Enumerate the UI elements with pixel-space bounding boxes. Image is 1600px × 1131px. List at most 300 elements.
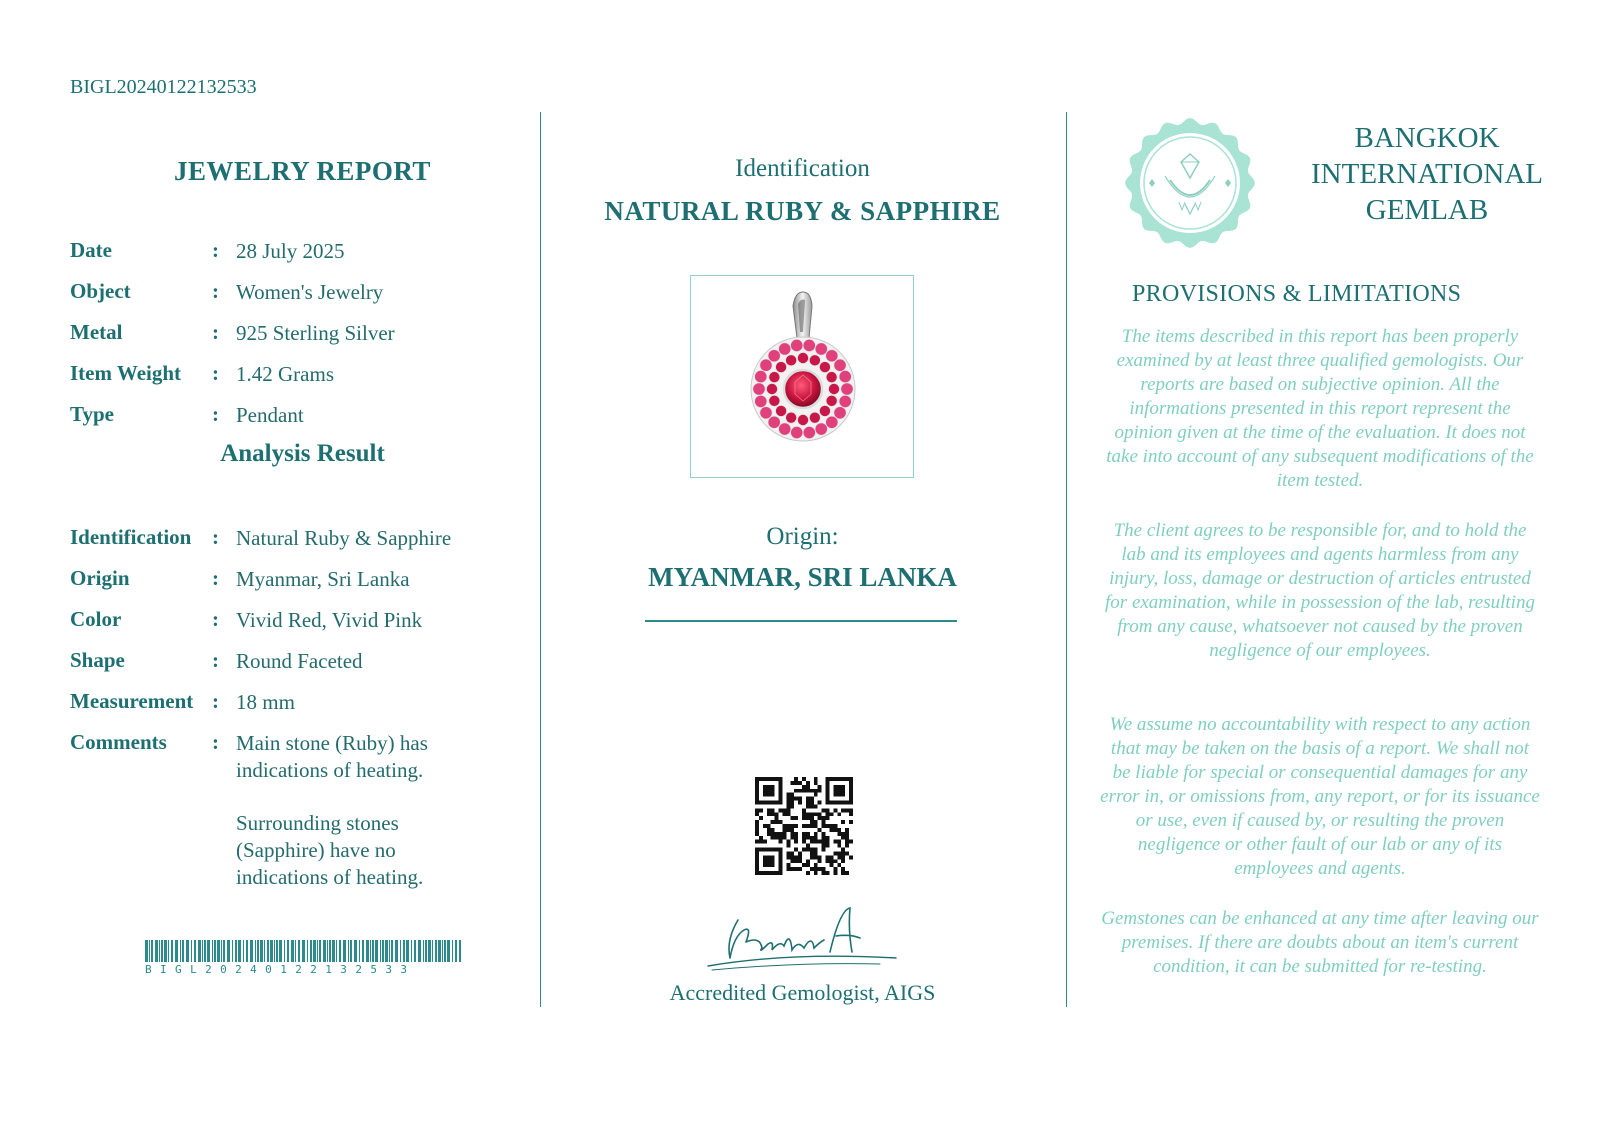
barcode-bar xyxy=(191,940,192,962)
qr-module xyxy=(755,840,759,844)
qr-module xyxy=(837,812,841,816)
qr-module xyxy=(806,785,810,789)
barcode-bar xyxy=(182,940,184,962)
qr-module xyxy=(794,855,798,859)
pendant-stone xyxy=(809,412,820,423)
pendant-stone xyxy=(826,372,837,383)
barcode-bar xyxy=(186,940,189,962)
qr-module xyxy=(802,785,806,789)
barcode-bar xyxy=(260,940,263,962)
qr-module xyxy=(841,871,845,875)
qr-module xyxy=(790,836,794,840)
qr-module xyxy=(790,781,794,785)
qr-module xyxy=(826,836,830,840)
analysis-value: Myanmar, Sri Lanka xyxy=(236,567,410,591)
qr-module xyxy=(833,808,837,812)
barcode-bar xyxy=(332,940,335,962)
qr-module xyxy=(790,859,794,863)
provision-paragraph: We assume no accountability with respect to any action that may be taken on the basis of a report. We shall not be liable for special or consequential damages for any error in, or omissions from, any report, or for its issuance or use, even if caused by, or resulting the proven negligence or other fault of our lab or any of its employees and agents. xyxy=(1100,714,1540,879)
analysis-row-measurement xyxy=(70,689,520,716)
qr-module xyxy=(798,855,802,859)
qr-module xyxy=(790,801,794,805)
analysis-label: Color xyxy=(70,607,122,631)
pendant-stone xyxy=(779,423,791,435)
detail-row-metal xyxy=(70,320,520,347)
qr-module xyxy=(822,848,826,852)
qr-module xyxy=(755,824,759,828)
detail-value: 1.42 Grams xyxy=(236,362,334,386)
detail-value: Pendant xyxy=(236,403,304,427)
qr-module xyxy=(814,848,818,852)
qr-module xyxy=(841,855,845,859)
barcode-bar xyxy=(232,940,233,962)
barcode-bar xyxy=(270,940,273,962)
qr-module xyxy=(814,840,818,844)
barcode-bar xyxy=(250,940,253,962)
qr-module xyxy=(798,797,802,801)
qr-module xyxy=(841,859,845,863)
barcode-bar xyxy=(400,940,401,962)
barcode-bar xyxy=(319,940,321,962)
qr-module xyxy=(775,832,779,836)
signature xyxy=(700,900,905,975)
pendant-stone xyxy=(819,405,830,416)
pendant-stone xyxy=(775,405,786,416)
qr-module xyxy=(810,816,814,820)
barcode-bar xyxy=(354,940,357,962)
qr-module xyxy=(790,816,794,820)
barcode-bar xyxy=(395,940,398,962)
qr-module xyxy=(786,793,790,797)
qr-module xyxy=(845,840,849,844)
qr-module xyxy=(833,867,837,871)
qr-module xyxy=(767,824,771,828)
barcode-bar xyxy=(238,940,241,962)
qr-module xyxy=(790,867,794,871)
pendant-stone xyxy=(828,383,839,394)
qr-module xyxy=(837,840,841,844)
analysis-label: Shape xyxy=(70,648,125,672)
qr-module xyxy=(833,871,837,875)
qr-finder xyxy=(833,785,845,797)
qr-module xyxy=(833,828,837,832)
detail-label: Metal xyxy=(70,320,123,344)
pendant-stone xyxy=(791,339,803,351)
qr-module xyxy=(782,824,786,828)
barcode-bar xyxy=(411,940,412,962)
qr-module xyxy=(767,812,771,816)
pendant-stone xyxy=(815,343,827,355)
qr-module xyxy=(802,824,806,828)
qr-module xyxy=(806,801,810,805)
barcode-bar xyxy=(452,940,453,962)
qr-module xyxy=(802,836,806,840)
qr-module xyxy=(810,797,814,801)
analysis-title: Analysis Result xyxy=(220,440,385,467)
barcode-bar xyxy=(327,940,328,962)
analysis-colon: : xyxy=(212,525,219,549)
analysis-value: 18 mm xyxy=(236,690,295,714)
detail-colon: : xyxy=(212,402,219,426)
qr-module xyxy=(841,836,845,840)
report-title: JEWELRY REPORT xyxy=(174,156,431,186)
pendant-stone xyxy=(797,352,808,363)
barcode-bar xyxy=(164,940,167,962)
pendant-stone xyxy=(809,355,820,366)
qr-module xyxy=(767,828,771,832)
qr-module xyxy=(794,836,798,840)
qr-module xyxy=(806,781,810,785)
qr-module xyxy=(798,867,802,871)
pendant-stone xyxy=(768,350,780,362)
qr-module xyxy=(818,789,822,793)
qr-module xyxy=(755,820,759,824)
qr-module xyxy=(837,844,841,848)
qr-module xyxy=(786,801,790,805)
qr-module xyxy=(775,820,779,824)
comment-line: Main stone (Ruby) has xyxy=(236,731,428,755)
detail-row-date xyxy=(70,238,520,265)
qr-module xyxy=(802,812,806,816)
barcode-bar xyxy=(442,940,443,962)
qr-module xyxy=(806,844,810,848)
barcode-bar xyxy=(243,940,244,962)
qr-module xyxy=(771,820,775,824)
qr-module xyxy=(837,828,841,832)
qr-module xyxy=(802,840,806,844)
barcode-bar xyxy=(455,940,457,962)
barcode-bar xyxy=(155,940,158,962)
qr-module xyxy=(771,832,775,836)
qr-module xyxy=(822,820,826,824)
qr-module xyxy=(822,840,826,844)
qr-module xyxy=(822,844,826,848)
qr-module xyxy=(755,832,759,836)
comment-line: Surrounding stones xyxy=(236,811,399,835)
barcode-bar xyxy=(310,940,312,962)
qr-module xyxy=(786,855,790,859)
analysis-row-color xyxy=(70,607,520,634)
qr-module xyxy=(779,832,783,836)
qr-module xyxy=(755,808,759,812)
analysis-value: Natural Ruby & Sapphire xyxy=(236,526,452,550)
barcode-bar xyxy=(438,940,441,962)
report-id: BIGL20240122132533 xyxy=(70,76,257,98)
qr-module xyxy=(810,820,814,824)
qr-module xyxy=(822,816,826,820)
qr-module xyxy=(779,836,783,840)
qr-module xyxy=(755,828,759,832)
pendant-stone xyxy=(753,383,765,395)
pendant-stone xyxy=(755,395,767,407)
qr-module xyxy=(814,824,818,828)
qr-module xyxy=(802,789,806,793)
analysis-colon: : xyxy=(212,689,219,713)
qr-module xyxy=(790,851,794,855)
barcode-bar xyxy=(302,940,305,962)
qr-module xyxy=(826,812,830,816)
analysis-label: Origin xyxy=(70,566,130,590)
barcode-bar xyxy=(423,940,424,962)
qr-module xyxy=(826,871,830,875)
detail-colon: : xyxy=(212,238,219,262)
barcode-bar xyxy=(432,940,433,962)
qr-module xyxy=(822,871,826,875)
qr-module xyxy=(829,855,833,859)
lab-name-line: INTERNATIONAL xyxy=(1311,158,1543,190)
qr-module xyxy=(818,812,822,816)
qr-module xyxy=(794,859,798,863)
lab-name xyxy=(1292,120,1562,228)
analysis-colon: : xyxy=(212,648,219,672)
barcode-bar xyxy=(444,940,446,962)
pendant-stone xyxy=(769,372,780,383)
qr-module xyxy=(779,808,783,812)
qr-module xyxy=(806,824,810,828)
origin-label: Origin: xyxy=(766,523,839,550)
barcode-bar xyxy=(264,940,265,962)
qr-module xyxy=(786,867,790,871)
qr-module xyxy=(806,797,810,801)
detail-value: 28 July 2025 xyxy=(236,239,345,263)
qr-module xyxy=(759,816,763,820)
qr-module xyxy=(829,824,833,828)
barcode-bar xyxy=(403,940,405,962)
detail-label: Item Weight xyxy=(70,361,182,385)
qr-module xyxy=(818,859,822,863)
qr-module xyxy=(806,871,810,875)
barcode-bar xyxy=(291,940,294,962)
analysis-label: Identification xyxy=(70,525,192,549)
detail-colon: : xyxy=(212,279,219,303)
barcode-bar xyxy=(362,940,364,962)
qr-module xyxy=(790,832,794,836)
qr-module xyxy=(833,859,837,863)
qr-module xyxy=(814,804,818,808)
pendant-stone xyxy=(815,423,827,435)
barcode-bar xyxy=(391,940,393,962)
qr-module xyxy=(798,781,802,785)
qr-module xyxy=(841,851,845,855)
qr-module xyxy=(841,867,845,871)
qr-module xyxy=(790,824,794,828)
barcode-bar xyxy=(418,940,421,962)
analysis-label: Measurement xyxy=(70,689,194,713)
pendant-stone xyxy=(839,395,851,407)
barcode-bar xyxy=(336,940,337,962)
pendant-stone xyxy=(769,395,780,406)
qr-module xyxy=(802,808,806,812)
qr-module xyxy=(810,855,814,859)
qr-module xyxy=(782,808,786,812)
qr-module xyxy=(798,801,802,805)
qr-module xyxy=(845,844,849,848)
qr-module xyxy=(810,867,814,871)
qr-module xyxy=(849,812,853,816)
qr-module xyxy=(822,867,826,871)
qr-module xyxy=(767,832,771,836)
pendant-stone xyxy=(779,343,791,355)
detail-row-type xyxy=(70,402,520,429)
barcode-bar xyxy=(343,940,346,962)
pendant-stone xyxy=(755,370,767,382)
barcode-bar xyxy=(145,940,148,962)
pendant-stone xyxy=(841,383,853,395)
barcode-text: BIGL20240122132533 xyxy=(145,963,416,976)
barcode-bar xyxy=(284,940,285,962)
qr-module xyxy=(841,820,845,824)
pendant-stone xyxy=(786,355,797,366)
qr-module xyxy=(794,832,798,836)
barcode-bar xyxy=(276,940,278,962)
qr-module xyxy=(810,824,814,828)
provisions-title: PROVISIONS & LIMITATIONS xyxy=(1132,281,1462,307)
lab-name-line: GEMLAB xyxy=(1365,194,1489,226)
barcode-bar xyxy=(267,940,269,962)
qr-module xyxy=(786,851,790,855)
qr-module xyxy=(818,785,822,789)
qr-module xyxy=(786,824,790,828)
qr-module xyxy=(790,804,794,808)
qr-module xyxy=(806,816,810,820)
qr-module xyxy=(786,797,790,801)
pendant-stone xyxy=(803,339,815,351)
qr-module xyxy=(779,820,783,824)
qr-module xyxy=(837,832,841,836)
barcode-bar xyxy=(279,940,282,962)
barcode-bar xyxy=(375,940,378,962)
qr-module xyxy=(794,797,798,801)
comment-line: (Sapphire) have no xyxy=(236,838,396,862)
qr-module xyxy=(833,840,837,844)
qr-module xyxy=(775,836,779,840)
barcode-bar xyxy=(447,940,450,962)
qr-module xyxy=(814,851,818,855)
barcode-bar xyxy=(204,940,206,962)
comments-colon: : xyxy=(212,730,219,754)
barcode-bar xyxy=(380,940,381,962)
origin-divider xyxy=(645,620,957,622)
barcode-bar xyxy=(385,940,388,962)
pendant-stone xyxy=(839,370,851,382)
qr-module xyxy=(849,820,853,824)
qr-module xyxy=(802,832,806,836)
qr-module xyxy=(802,848,806,852)
qr-module xyxy=(786,804,790,808)
qr-module xyxy=(826,840,830,844)
qr-module xyxy=(794,816,798,820)
barcode-bar xyxy=(287,940,289,962)
pendant-stone xyxy=(826,395,837,406)
signature-caption: Accredited Gemologist, AIGS xyxy=(669,980,936,1005)
qr-module xyxy=(814,832,818,836)
qr-module xyxy=(833,824,837,828)
qr-module xyxy=(849,808,853,812)
barcode-bar xyxy=(382,940,384,962)
qr-module xyxy=(814,855,818,859)
barcode-bar xyxy=(235,940,237,962)
qr-module xyxy=(786,863,790,867)
barcode-bar xyxy=(151,940,153,962)
analysis-colon: : xyxy=(212,566,219,590)
qr-module xyxy=(814,793,818,797)
qr-module xyxy=(837,855,841,859)
qr-module xyxy=(849,840,853,844)
detail-colon: : xyxy=(212,320,219,344)
qr-module xyxy=(759,836,763,840)
qr-module xyxy=(810,801,814,805)
barcode-bar xyxy=(202,940,203,962)
qr-module xyxy=(794,781,798,785)
qr-module xyxy=(837,851,841,855)
detail-colon: : xyxy=(212,361,219,385)
pendant-stone xyxy=(819,361,830,372)
qr-module xyxy=(790,855,794,859)
qr-finder xyxy=(763,855,775,867)
origin-value: MYANMAR, SRI LANKA xyxy=(648,562,957,592)
qr-code[interactable] xyxy=(755,777,853,875)
barcode-bar xyxy=(161,940,163,962)
pendant-stone xyxy=(766,383,777,394)
barcode-bar xyxy=(366,940,369,962)
barcode-bar xyxy=(149,940,150,962)
qr-module xyxy=(806,859,810,863)
barcode-bar xyxy=(159,940,160,962)
qr-module xyxy=(826,824,830,828)
pendant-stone xyxy=(786,412,797,423)
barcode-bar xyxy=(307,940,308,962)
qr-module xyxy=(790,828,794,832)
comment-line: indications of heating. xyxy=(236,758,424,782)
barcode-bar xyxy=(255,940,256,962)
qr-module xyxy=(806,789,810,793)
barcode-bar xyxy=(217,940,220,962)
barcode-bar xyxy=(350,940,352,962)
detail-row-object xyxy=(70,279,520,306)
barcode-bar xyxy=(348,940,349,962)
qr-module xyxy=(814,820,818,824)
qr-module xyxy=(771,808,775,812)
qr-module xyxy=(841,808,845,812)
provision-paragraph: Gemstones can be enhanced at any time after leaving our premises. If there are doubts about an item's current condition, it can be submitted for re-testing. xyxy=(1101,908,1539,977)
pendant-photo xyxy=(690,275,914,478)
barcode-bar xyxy=(339,940,341,962)
qr-module xyxy=(775,812,779,816)
qr-module xyxy=(845,828,849,832)
qr-module xyxy=(794,789,798,793)
barcode-bar xyxy=(207,940,210,962)
qr-module xyxy=(814,871,818,875)
pendant-stone xyxy=(826,416,838,428)
barcode-bar xyxy=(168,940,169,962)
qr-module xyxy=(818,828,822,832)
barcode-bar xyxy=(313,940,316,962)
detail-value: Women's Jewelry xyxy=(236,280,384,304)
detail-label: Date xyxy=(70,238,112,262)
qr-module xyxy=(782,832,786,836)
barcode-bar xyxy=(212,940,213,962)
barcode-bar xyxy=(194,940,196,962)
barcode-bar xyxy=(214,940,216,962)
qr-module xyxy=(759,840,763,844)
qr-module xyxy=(837,863,841,867)
identification-label: Identification xyxy=(735,155,870,182)
qr-module xyxy=(806,863,810,867)
qr-module xyxy=(806,812,810,816)
barcode-bar xyxy=(298,940,300,962)
qr-module xyxy=(822,836,826,840)
pendant-stone xyxy=(803,426,815,438)
